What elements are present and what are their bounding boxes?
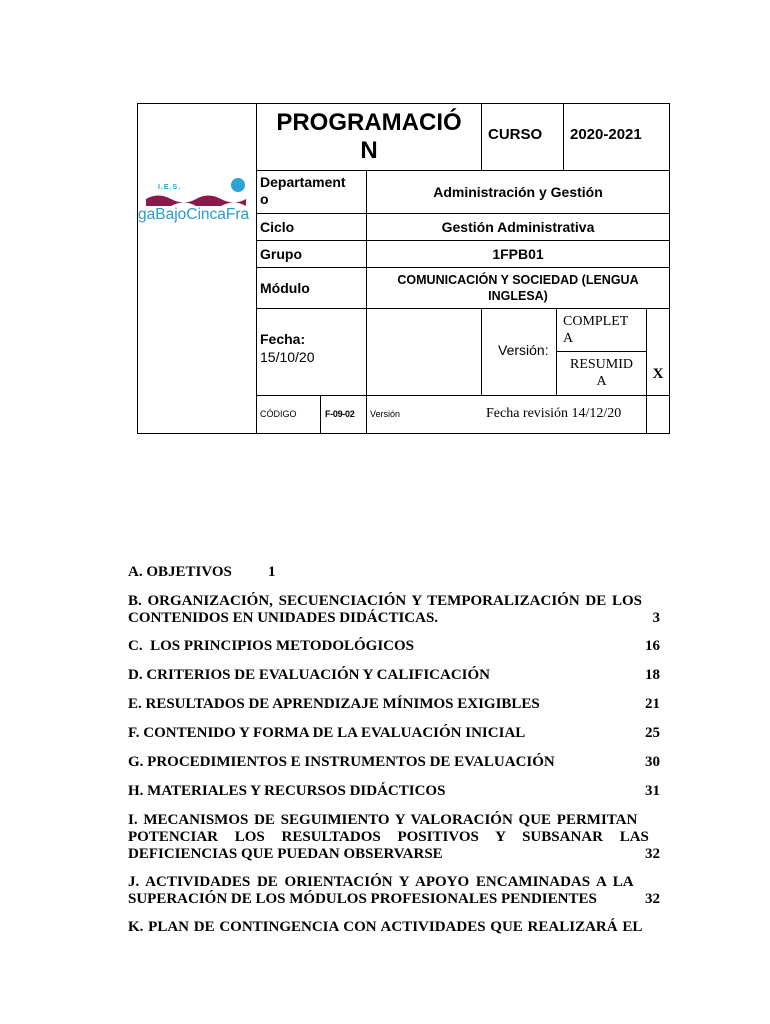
toc-item-text: E. RESULTADOS DE APRENDIZAJE MÍNIMOS EXIGIBLES bbox=[128, 696, 540, 712]
toc-item-text-line1: J. ACTIVIDADES DE ORIENTACIÓN Y APOYO ENCAMINADAS A LA bbox=[128, 874, 634, 890]
logo-figure-icon bbox=[231, 178, 245, 192]
toc-item-text: D. CRITERIOS DE EVALUACIÓN Y CALIFICACIÓN bbox=[128, 667, 490, 683]
resumida-option: RESUMID A bbox=[569, 357, 633, 389]
fecha-label: Fecha: bbox=[260, 331, 306, 347]
toc-item-b[interactable] bbox=[128, 593, 660, 627]
toc-item-text: G. PROCEDIMIENTOS E INSTRUMENTOS DE EVALUACIÓN bbox=[128, 754, 555, 770]
title-line-2: N bbox=[360, 137, 378, 164]
toc-item-text: A. OBJETIVOS bbox=[128, 564, 232, 580]
fecha-revision: Fecha revisión 14/12/20 bbox=[486, 405, 622, 421]
curso-label: CURSO bbox=[488, 126, 543, 143]
toc-item-page: 16 bbox=[645, 638, 660, 654]
toc-item-g[interactable] bbox=[128, 754, 660, 771]
codigo-label: CÓDIGO bbox=[260, 408, 297, 419]
toc-item-text-line1: I. MECANISMOS DE SEGUIMIENTO Y VALORACIÓN QUE PERMITAN bbox=[128, 812, 638, 828]
toc-item-page: 3 bbox=[652, 610, 660, 626]
toc-item-page: 21 bbox=[645, 696, 660, 712]
logo-wave-icon bbox=[146, 192, 246, 206]
ciclo-value: Gestión Administrativa bbox=[441, 218, 595, 235]
toc-item-h[interactable] bbox=[128, 783, 660, 800]
toc-item-text: H. MATERIALES Y RECURSOS DIDÁCTICOS bbox=[128, 783, 446, 799]
toc-item-c[interactable] bbox=[128, 638, 660, 655]
toc-item-text: F. CONTENIDO Y FORMA DE LA EVALUACIÓN INICIAL bbox=[128, 725, 526, 741]
toc-item-j[interactable] bbox=[128, 874, 660, 908]
fecha-block bbox=[260, 330, 315, 370]
fecha-value: 15/10/20 bbox=[260, 349, 315, 365]
toc-item-page: 30 bbox=[645, 754, 660, 770]
version-label: Versión: bbox=[498, 341, 549, 358]
toc-item-text-line1: B. ORGANIZACIÓN, SECUENCIACIÓN Y TEMPORALIZACIÓN DE LOS bbox=[128, 593, 643, 609]
toc-item-page: 31 bbox=[645, 783, 660, 799]
grupo-label: Grupo bbox=[260, 245, 302, 262]
toc-item-text-line2: POTENCIAR LOS RESULTADOS POSITIVOS Y SUBSANAR LAS bbox=[128, 829, 649, 845]
toc-item-text-line1: K. PLAN DE CONTINGENCIA CON ACTIVIDADES QUE REALIZARÁ EL bbox=[128, 919, 643, 935]
departamento-label: Departament o bbox=[260, 174, 346, 207]
resumida-check-mark: X bbox=[652, 366, 664, 382]
toc-item-a[interactable] bbox=[128, 564, 660, 581]
toc-item-page: 1 bbox=[268, 564, 276, 580]
toc-item-i[interactable] bbox=[128, 812, 660, 863]
toc-item-page: 18 bbox=[645, 667, 660, 683]
toc-item-d[interactable] bbox=[128, 667, 660, 684]
toc-item-text: C. LOS PRINCIPIOS METODOLÓGICOS bbox=[128, 638, 415, 654]
toc-item-e[interactable] bbox=[128, 696, 660, 713]
toc-item-text: CONTENIDOS EN UNIDADES DIDÁCTICAS. bbox=[128, 610, 439, 626]
school-logo bbox=[138, 172, 256, 232]
toc-item-page: 32 bbox=[645, 846, 660, 862]
toc-item-text: SUPERACIÓN DE LOS MÓDULOS PROFESIONALES PENDIENTES bbox=[128, 891, 597, 907]
title-line-1: PROGRAMACIÓ bbox=[276, 109, 462, 136]
toc-item-k[interactable] bbox=[128, 919, 660, 936]
modulo-value: COMUNICACIÓN Y SOCIEDAD (LENGUA INGLESA) bbox=[397, 273, 639, 303]
logo-ies-text: I.E.S. bbox=[158, 184, 182, 191]
modulo-label: Módulo bbox=[260, 279, 310, 296]
toc-item-page: 32 bbox=[645, 891, 660, 907]
codigo-value: F-09-02 bbox=[325, 408, 355, 419]
completa-option: COMPLET A bbox=[563, 314, 629, 346]
toc-item-text: DEFICIENCIAS QUE PUEDAN OBSERVARSE bbox=[128, 846, 443, 862]
grupo-value: 1FPB01 bbox=[492, 245, 544, 262]
toc-item-f[interactable] bbox=[128, 725, 660, 742]
ciclo-label: Ciclo bbox=[260, 218, 295, 235]
version-small-label: Versión bbox=[370, 408, 401, 419]
curso-value: 2020-2021 bbox=[570, 126, 642, 143]
toc-item-page: 25 bbox=[645, 725, 660, 741]
logo-text: gaBajoCincaFra bbox=[138, 206, 250, 223]
document-header-table bbox=[0, 0, 770, 440]
page-title bbox=[257, 106, 481, 168]
departamento-value: Administración y Gestión bbox=[433, 183, 603, 200]
